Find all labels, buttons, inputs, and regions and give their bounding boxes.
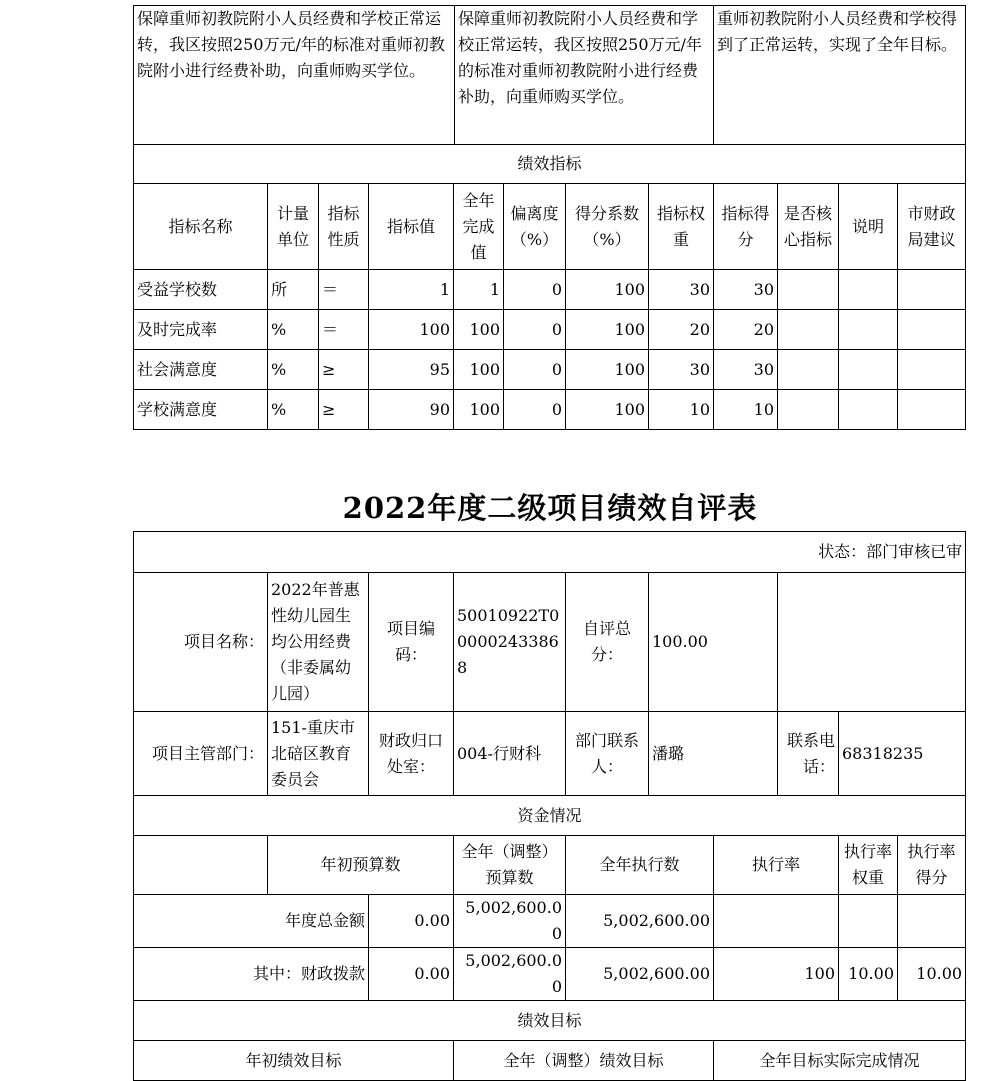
col-header: 指标值: [369, 184, 454, 270]
table-row: [134, 310, 966, 350]
indicator-score: 30: [714, 270, 778, 310]
indicator-weight: 30: [649, 270, 714, 310]
indicator-coef: 100: [566, 350, 649, 390]
col-header: 指标权重: [649, 184, 714, 270]
indicator-deviation: 0: [504, 310, 566, 350]
col-header: 偏离度（%）: [504, 184, 566, 270]
indicator-nature: ≥: [319, 350, 369, 390]
indicator-advice: [898, 390, 966, 430]
col-header: 是否核心指标: [778, 184, 839, 270]
perf-indicators-table: [133, 183, 966, 430]
indicator-advice: [898, 310, 966, 350]
indicator-note: [839, 270, 898, 310]
funds-score: 10.00: [898, 948, 966, 1001]
finance-office-value: 004-行财科: [454, 712, 566, 796]
table-row: [134, 390, 966, 430]
indicator-deviation: 0: [504, 350, 566, 390]
actual-goal-text: 重师初教院附小人员经费和学校得到了正常运转，实现了全年目标。: [714, 6, 966, 145]
indicator-core: [778, 270, 839, 310]
indicator-done: 100: [454, 390, 504, 430]
col-header: 说明: [839, 184, 898, 270]
empty-cell: [134, 836, 268, 895]
indicator-core: [778, 390, 839, 430]
funds-executed: 5,002,600.00: [566, 948, 714, 1001]
indicator-advice: [898, 350, 966, 390]
indicator-nature: ≥: [319, 390, 369, 430]
indicator-score: 30: [714, 350, 778, 390]
project-code-label: 项目编码：: [369, 573, 454, 712]
col-header: 年初绩效目标: [134, 1041, 454, 1081]
indicator-name: 社会满意度: [134, 350, 268, 390]
funds-header-row: [134, 836, 966, 895]
perf-header-row: [134, 184, 966, 270]
indicator-name: 学校满意度: [134, 390, 268, 430]
indicator-target: 90: [369, 390, 454, 430]
self-eval-form: [133, 531, 966, 1081]
table-row: [134, 895, 966, 948]
indicator-coef: 100: [566, 310, 649, 350]
indicator-unit: 所: [268, 270, 319, 310]
indicator-weight: 20: [649, 310, 714, 350]
col-header: 全年目标实际完成情况: [714, 1041, 966, 1081]
funds-adjusted: 5,002,600.00: [454, 895, 566, 948]
indicator-weight: 10: [649, 390, 714, 430]
goals-text-table: [133, 5, 966, 184]
funds-title: 资金情况: [134, 796, 966, 836]
indicator-nature: ＝: [319, 270, 369, 310]
col-header: 指标得分: [714, 184, 778, 270]
indicator-score: 10: [714, 390, 778, 430]
phone-value: 68318235: [839, 712, 966, 796]
indicator-weight: 30: [649, 350, 714, 390]
indicator-advice: [898, 270, 966, 310]
col-header: 全年（调整）预算数: [454, 836, 566, 895]
table-row: [134, 948, 966, 1001]
col-header: 执行率得分: [898, 836, 966, 895]
funds-weight: [839, 895, 898, 948]
project-name-label: 项目名称：: [134, 573, 268, 712]
initial-goal-text: 保障重师初教院附小人员经费和学校正常运转，我区按照250万元/年的标准对重师初教院附小进行经费补助，向重师购买学位。: [134, 6, 455, 145]
finance-office-label: 财政归口处室：: [369, 712, 454, 796]
contact-value: 潘璐: [649, 712, 778, 796]
goals-header-row: [134, 1041, 966, 1081]
col-header: 计量单位: [268, 184, 319, 270]
indicator-done: 100: [454, 310, 504, 350]
indicator-unit: %: [268, 350, 319, 390]
empty-cell: [778, 573, 966, 712]
funds-weight: 10.00: [839, 948, 898, 1001]
goals-title: 绩效目标: [134, 1001, 966, 1041]
indicator-unit: %: [268, 390, 319, 430]
self-score-value: 100.00: [649, 573, 778, 712]
funds-score: [898, 895, 966, 948]
indicator-target: 1: [369, 270, 454, 310]
col-header: 全年（调整）绩效目标: [454, 1041, 714, 1081]
perf-indicators-title: 绩效指标: [134, 145, 966, 184]
funds-executed: 5,002,600.00: [566, 895, 714, 948]
dept-label: 项目主管部门：: [134, 712, 268, 796]
col-header: 得分系数（%）: [566, 184, 649, 270]
col-header: 市财政局建议: [898, 184, 966, 270]
indicator-name: 受益学校数: [134, 270, 268, 310]
indicator-target: 100: [369, 310, 454, 350]
contact-label: 部门联系人：: [566, 712, 649, 796]
col-header: 执行率: [714, 836, 839, 895]
funds-rate: [714, 895, 839, 948]
funds-initial: 0.00: [369, 948, 454, 1001]
project-code-value: 50010922T000002433868: [454, 573, 566, 712]
indicator-target: 95: [369, 350, 454, 390]
funds-row-label: 其中：财政拨款: [134, 948, 369, 1001]
indicator-core: [778, 350, 839, 390]
adjusted-goal-text: 保障重师初教院附小人员经费和学校正常运转，我区按照250万元/年的标准对重师初教院附小进行经费补助，向重师购买学位。: [455, 6, 714, 145]
dept-value: 151-重庆市北碚区教育委员会: [268, 712, 369, 796]
col-header: 指标名称: [134, 184, 268, 270]
indicator-done: 1: [454, 270, 504, 310]
indicator-score: 20: [714, 310, 778, 350]
indicator-name: 及时完成率: [134, 310, 268, 350]
col-header: 指标性质: [319, 184, 369, 270]
col-header: 全年执行数: [566, 836, 714, 895]
table-row: [134, 270, 966, 310]
indicator-unit: %: [268, 310, 319, 350]
indicator-coef: 100: [566, 390, 649, 430]
indicator-nature: ＝: [319, 310, 369, 350]
project-name-value: 2022年普惠性幼儿园生均公用经费（非委属幼儿园）: [268, 573, 369, 712]
funds-initial: 0.00: [369, 895, 454, 948]
col-header: 执行率权重: [839, 836, 898, 895]
indicator-done: 100: [454, 350, 504, 390]
form-title: 2022年度二级项目绩效自评表: [342, 491, 758, 525]
indicator-note: [839, 310, 898, 350]
funds-rate: 100: [714, 948, 839, 1001]
funds-row-label: 年度总金额: [134, 895, 369, 948]
self-score-label: 自评总分：: [566, 573, 649, 712]
phone-label: 联系电话：: [778, 712, 839, 796]
table-row: [134, 350, 966, 390]
indicator-note: [839, 390, 898, 430]
indicator-deviation: 0: [504, 270, 566, 310]
funds-adjusted: 5,002,600.00: [454, 948, 566, 1001]
col-header: 全年完成值: [454, 184, 504, 270]
indicator-coef: 100: [566, 270, 649, 310]
indicator-core: [778, 310, 839, 350]
indicator-deviation: 0: [504, 390, 566, 430]
status-text: 状态：部门审核已审: [134, 532, 966, 573]
col-header: 年初预算数: [268, 836, 454, 895]
indicator-note: [839, 350, 898, 390]
